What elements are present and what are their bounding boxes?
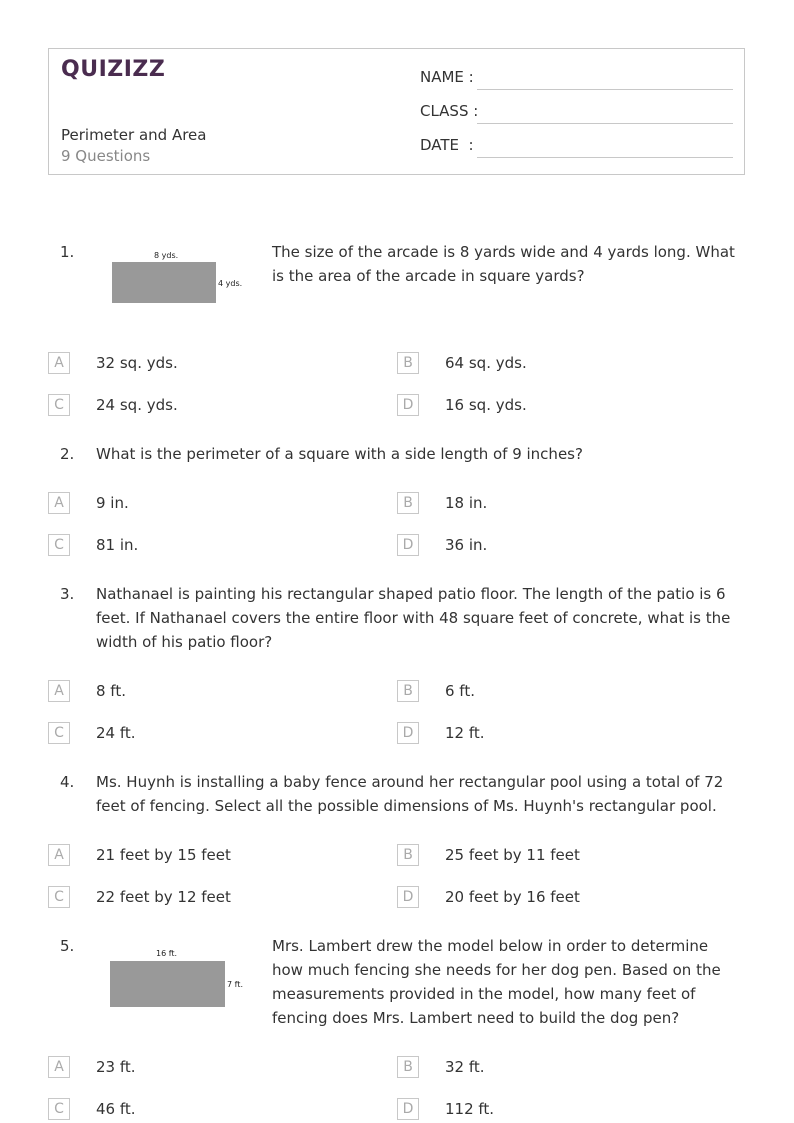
option-c-box[interactable]: C — [48, 722, 70, 744]
question-number: 5. — [60, 937, 75, 955]
question-number: 4. — [60, 773, 75, 791]
option-d-box[interactable]: D — [397, 722, 419, 744]
figure-width-label: 16 ft. — [156, 949, 178, 958]
option-b-text[interactable]: 6 ft. — [445, 682, 475, 700]
name-label: NAME : — [420, 68, 474, 86]
rectangle-figure — [106, 946, 256, 1012]
option-c-text[interactable]: 46 ft. — [96, 1100, 136, 1118]
option-b-text[interactable]: 25 feet by 11 feet — [445, 846, 580, 864]
option-a-text[interactable]: 21 feet by 15 feet — [96, 846, 231, 864]
option-a-text[interactable]: 9 in. — [96, 494, 129, 512]
option-a-text[interactable]: 32 sq. yds. — [96, 354, 178, 372]
figure-rectangle — [112, 262, 216, 303]
question-text: The size of the arcade is 8 yards wide and 4 yards long. What is the area of the arcade in square yards? — [272, 243, 735, 285]
date-label: DATE : — [420, 136, 474, 154]
option-a-text[interactable]: 23 ft. — [96, 1058, 136, 1076]
option-d-box[interactable]: D — [397, 394, 419, 416]
option-c-box[interactable]: C — [48, 886, 70, 908]
option-c-box[interactable]: C — [48, 534, 70, 556]
figure-height-label: 7 ft. — [227, 980, 243, 989]
rectangle-figure — [108, 248, 248, 308]
quizizz-logo: QUIZIZZ — [61, 57, 166, 82]
option-d-text[interactable]: 20 feet by 16 feet — [445, 888, 580, 906]
figure-height-label: 4 yds. — [218, 279, 243, 288]
question-number: 1. — [60, 243, 75, 261]
option-c-text[interactable]: 24 ft. — [96, 724, 136, 742]
worksheet-title: Perimeter and Area — [61, 126, 207, 144]
option-d-text[interactable]: 36 in. — [445, 536, 488, 554]
option-a-box[interactable]: A — [48, 844, 70, 866]
question-text: Ms. Huynh is installing a baby fence around her rectangular pool using a total of 72 feet of fencing. Select all the possible dimensions of Ms. Huynh's rectangular pool. — [96, 773, 724, 815]
question-text: What is the perimeter of a square with a side length of 9 inches? — [96, 445, 583, 463]
name-line[interactable] — [477, 89, 733, 90]
class-line[interactable] — [477, 123, 733, 124]
option-c-text[interactable]: 22 feet by 12 feet — [96, 888, 231, 906]
worksheet-header — [48, 48, 745, 175]
question-text: Nathanael is painting his rectangular shaped patio floor. The length of the patio is 6 feet. If Nathanael covers the entire floor with 48 square feet of concrete, what is the width of his patio floor? — [96, 585, 731, 651]
question-number: 3. — [60, 585, 75, 603]
option-c-text[interactable]: 81 in. — [96, 536, 139, 554]
option-d-box[interactable]: D — [397, 886, 419, 908]
option-d-text[interactable]: 112 ft. — [445, 1100, 495, 1118]
option-d-text[interactable]: 16 sq. yds. — [445, 396, 527, 414]
option-b-text[interactable]: 64 sq. yds. — [445, 354, 527, 372]
class-label: CLASS : — [420, 102, 479, 120]
option-d-box[interactable]: D — [397, 1098, 419, 1120]
option-b-box[interactable]: B — [397, 352, 419, 374]
option-b-text[interactable]: 18 in. — [445, 494, 488, 512]
option-d-box[interactable]: D — [397, 534, 419, 556]
option-a-box[interactable]: A — [48, 680, 70, 702]
option-a-box[interactable]: A — [48, 352, 70, 374]
option-c-text[interactable]: 24 sq. yds. — [96, 396, 178, 414]
option-b-text[interactable]: 32 ft. — [445, 1058, 485, 1076]
option-c-box[interactable]: C — [48, 394, 70, 416]
question-number: 2. — [60, 445, 75, 463]
figure-width-label: 8 yds. — [154, 251, 179, 260]
option-d-text[interactable]: 12 ft. — [445, 724, 485, 742]
question-count: 9 Questions — [61, 147, 151, 165]
option-b-box[interactable]: B — [397, 492, 419, 514]
figure-rectangle — [110, 961, 225, 1007]
question-text: Mrs. Lambert drew the model below in order to determine how much fencing she needs for her dog pen. Based on the measurements provided in the model, how many feet of fencing does Mrs. Lambert need to build the dog pen? — [272, 937, 721, 1027]
option-a-text[interactable]: 8 ft. — [96, 682, 126, 700]
option-b-box[interactable]: B — [397, 1056, 419, 1078]
option-b-box[interactable]: B — [397, 680, 419, 702]
option-b-box[interactable]: B — [397, 844, 419, 866]
option-c-box[interactable]: C — [48, 1098, 70, 1120]
option-a-box[interactable]: A — [48, 1056, 70, 1078]
option-a-box[interactable]: A — [48, 492, 70, 514]
date-line[interactable] — [477, 157, 733, 158]
